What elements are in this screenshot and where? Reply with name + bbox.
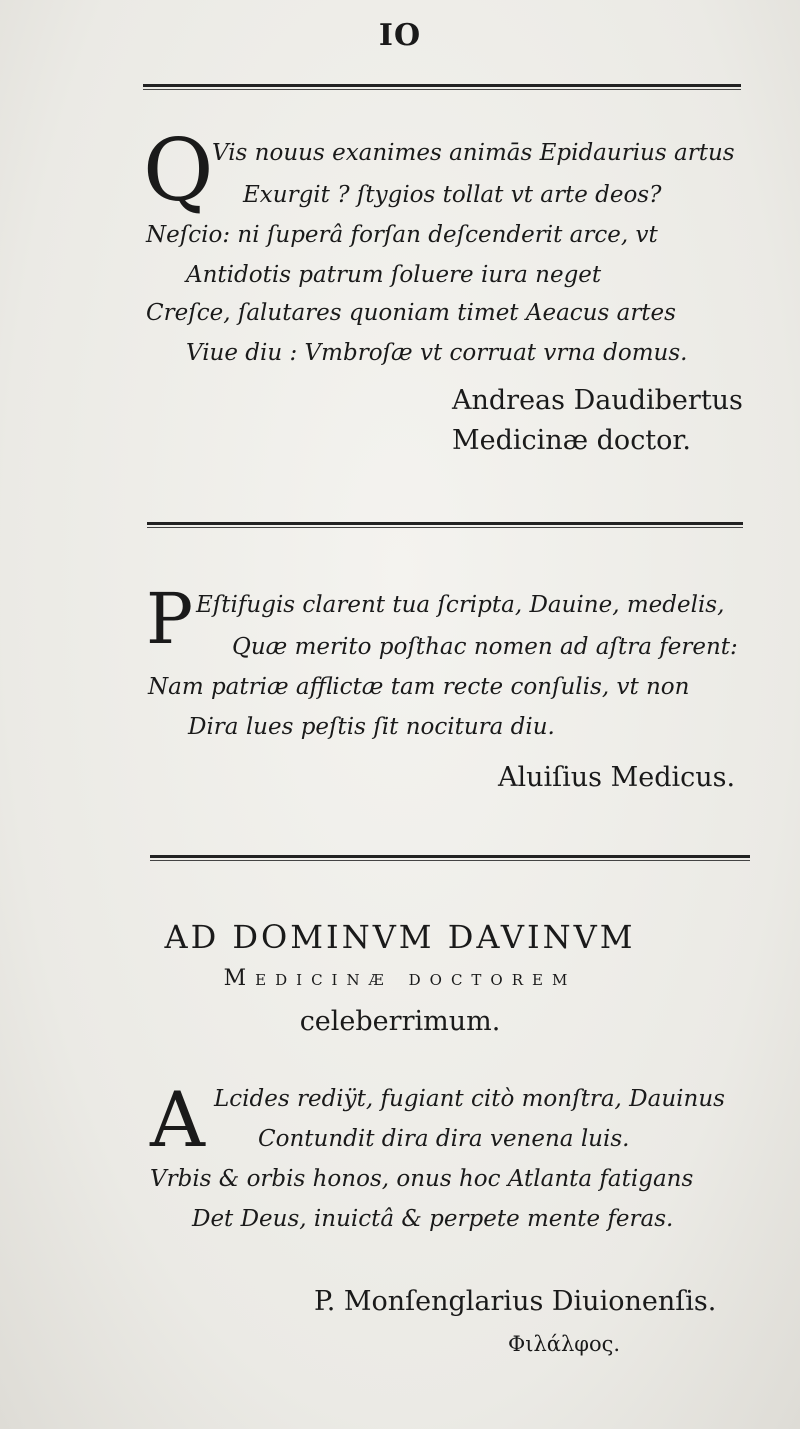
verse-line: Quæ merito poſthac nomen ad aſtra ferent: (232, 634, 738, 660)
verse-line: Vis nouus exanimes animās Epidaurius artus (212, 140, 735, 166)
separator-rule (143, 84, 741, 90)
page-number: IO (378, 18, 422, 53)
author-name: P. Monſenglarius Diuionenſis. (314, 1286, 717, 1317)
author-name: Aluiſius Medicus. (498, 762, 736, 793)
verse-line: Lcides rediÿt, fugiant citò monſtra, Dauinus (214, 1086, 725, 1112)
author-name: Andreas Daudibertus (452, 385, 743, 416)
verse-line: Nam patriæ afflictæ tam recte conſulis, vt non (148, 674, 690, 700)
verse-line: Vrbis & orbis honos, onus hoc Atlanta fatigans (150, 1166, 694, 1192)
dedication-subtitle: Medicinæ doctorem (223, 966, 577, 991)
separator-rule (150, 855, 750, 861)
verse-line: Antidotis patrum ſoluere iura neget (186, 262, 602, 288)
verse-line: Eſtifugis clarent tua ſcripta, Dauine, medelis, (196, 592, 725, 618)
verse-line: Det Deus, inuictâ & perpete mente feras. (192, 1206, 674, 1232)
drop-cap: Q (143, 121, 214, 221)
verse-line: Creſce, ſalutares quoniam timet Aeacus artes (146, 300, 676, 326)
verse-line: Contundit dira dira venena luis. (258, 1126, 630, 1152)
drop-cap: P (146, 578, 194, 660)
verse-line: Exurgit ? ſtygios tollat vt arte deos? (243, 182, 662, 208)
dedication-subtitle-2: celeberrimum. (299, 1006, 501, 1037)
verse-line: Dira lues peſtis ſit nocitura diu. (188, 714, 555, 740)
separator-rule (147, 522, 743, 528)
drop-cap: A (150, 1075, 205, 1164)
greek-signature: Φιλάλφος. (508, 1332, 621, 1356)
verse-line: Viue diu : Vmbroſæ vt corruat vrna domus. (186, 340, 688, 366)
dedication-title: AD DOMINVM DAVINVM (164, 918, 636, 956)
verse-line: Neſcio: ni ſuperâ forſan deſcenderit arce, vt (146, 222, 658, 248)
author-title: Medicinæ doctor. (452, 425, 691, 456)
